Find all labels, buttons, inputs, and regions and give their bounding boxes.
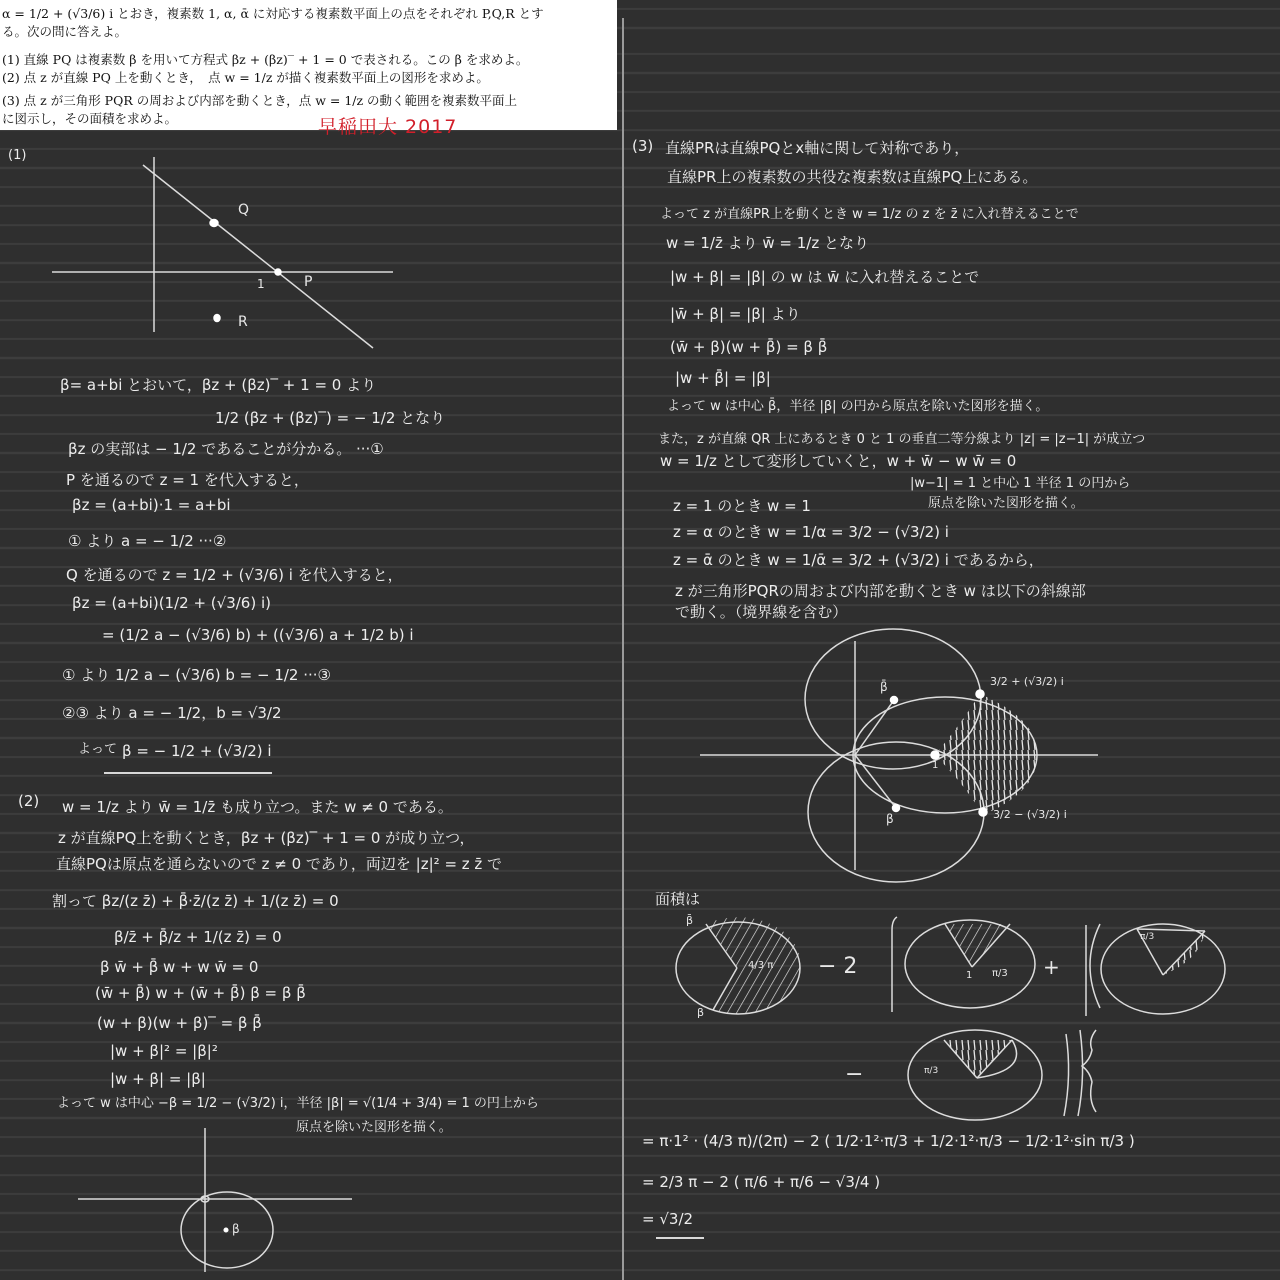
part1-line: βz = (a+bi)·1 = a+bi: [72, 496, 231, 514]
part1-line: Q を通るので z = 1/2 + (√3/6) i を代入すると，: [66, 566, 403, 584]
problem-line: α = 1/2 + (√3/6) i とおき，複素数 1, α, ᾱ に対応する複素数平面上の点をそれぞれ P,Q,R とす: [2, 6, 544, 21]
one-label: 1: [932, 760, 939, 771]
part3-line: 原点を除いた図形を描く。: [928, 496, 1084, 511]
fig2-center-label: 1: [966, 970, 973, 981]
part1-line: よって: [78, 742, 118, 757]
lower-point-label: 3/2 − (√3/2) i: [993, 808, 1067, 821]
part3-line: |w̄ + β| = |β| より: [670, 305, 801, 323]
part2-line: 割って βz/(z z̄) + β̄·z̄/(z z̄) + 1/(z z̄) = 0: [52, 892, 339, 910]
part3-line: |w + β| = |β| の w は w̄ に入れ替えることで: [670, 268, 980, 286]
problem-line: (1) 直線 PQ は複素数 β を用いて方程式 βz + (βz)‾ + 1 = 0 で表される。この β を求めよ。: [2, 52, 529, 67]
part1-line: ① より a = − 1/2 ···②: [68, 532, 227, 550]
plus-sign: +: [1043, 955, 1060, 979]
part3-line: w = 1/z̄ より w̄ = 1/z となり: [666, 234, 869, 252]
fig3-angle-label: π/3: [1140, 932, 1155, 942]
problem-line: る。次の問に答えよ。: [2, 24, 128, 39]
area-calc-line: = π·1² · (4/3 π)/(2π) − 2 ( 1/2·1²·π/3 + 1/2·1²·π/3 − 1/2·1²·sin π/3 ): [642, 1132, 1135, 1150]
part3-line: z = ᾱ のとき w = 1/ᾱ = 3/2 + (√3/2) i であるから，: [673, 551, 1044, 569]
minus-sign: −: [845, 1062, 864, 1087]
beta-bar-label: β̄: [880, 680, 888, 694]
problem-source: 早稲田大 2017: [318, 116, 458, 138]
part3-line: |w + β̄| = |β|: [675, 369, 771, 387]
part3-line: |w−1| = 1 と中心 1 半径 1 の円から: [910, 476, 1131, 491]
part2-line: よって w は中心 −β = 1/2 − (√3/2) i，半径 |β| = √(1/4 + 3/4) = 1 の円上から: [57, 1096, 539, 1111]
part1-line: ① より 1/2 a − (√3/6) b = − 1/2 ···③: [62, 666, 331, 684]
part3-line: 直線PRは直線PQとx軸に関して対称であり，: [665, 139, 970, 157]
area-calc-line: = 2/3 π − 2 ( π/6 + π/6 − √3/4 ): [642, 1173, 881, 1191]
area-heading: 面積は: [655, 890, 701, 908]
part2-line: (w + β)(w + β)‾ = β β̄: [97, 1014, 262, 1032]
part1-line: β= a+bi とおいて，βz + (βz)‾ + 1 = 0 より: [60, 376, 377, 394]
part3-line: で動く。（境界線を含む）: [675, 603, 848, 621]
tick-1-label: 1: [257, 277, 265, 291]
part2-line: 原点を除いた図形を描く。: [296, 1120, 452, 1135]
part2-label: (2): [18, 792, 40, 810]
part3-line: z = 1 のとき w = 1: [673, 497, 811, 515]
beta-center-label: β: [232, 1222, 240, 1236]
part3-line: よって w は中心 β̄，半径 |β| の円から原点を除いた図形を描く。: [667, 399, 1049, 414]
part2-line: w = 1/z より w̄ = 1/z̄ も成り立つ。また w ≠ 0 である。: [62, 798, 453, 816]
part3-line: よって z が直線PR上を動くとき w = 1/z の z を z̄ に入れ替えることで: [660, 207, 1079, 222]
point-q-label: Q: [238, 202, 250, 218]
part2-line: β/z̄ + β̄/z + 1/(z z̄) = 0: [114, 928, 282, 946]
part1-line: βz の実部は − 1/2 であることが分かる。 ···①: [68, 440, 384, 458]
problem-line: に図示し，その面積を求めよ。: [2, 111, 178, 126]
part1-line: βz = (a+bi)(1/2 + (√3/6) i): [72, 594, 271, 612]
part2-line: |w + β|² = |β|²: [110, 1042, 218, 1060]
part3-line: w = 1/z として変形していくと，w + w̄ − w w̄ = 0: [660, 452, 1017, 470]
part1-line: ②③ より a = − 1/2，b = √3/2: [62, 704, 282, 722]
problem-line: (3) 点 z が三角形 PQR の周および内部を動くとき，点 w = 1/z の動く範囲を複素数平面上: [2, 93, 518, 108]
fig1-top-label: β̄: [686, 914, 694, 927]
part1-label: (1): [8, 148, 27, 163]
part2-line: (w̄ + β̄) w + (w̄ + β̄) β = β β̄: [95, 984, 306, 1002]
part1-line: P を通るので z = 1 を代入すると，: [66, 471, 309, 489]
minus-two: − 2: [818, 954, 858, 979]
part2-line: 直線PQは原点を通らないので z ≠ 0 であり，両辺を |z|² = z z̄ で: [56, 855, 503, 873]
area-answer-underline: [656, 1237, 704, 1239]
fig4-angle-label: π/3: [924, 1066, 939, 1076]
problem-line: (2) 点 z が直線 PQ 上を動くとき， 点 w = 1/z が描く複素数平面上の図形を求めよ。: [2, 70, 489, 85]
fig2-angle-label: π/3: [992, 968, 1008, 979]
beta-label: β: [886, 812, 894, 826]
part3-label: (3): [632, 137, 654, 155]
fig1-bottom-label: β: [697, 1006, 705, 1019]
part2-line: |w + β| = |β|: [110, 1070, 206, 1088]
part3-line: z = α のとき w = 1/α = 3/2 − (√3/2) i: [673, 523, 949, 541]
fig1-angle-label: 4/3 π: [748, 960, 774, 971]
part1-answer: β = − 1/2 + (√3/2) i: [122, 742, 272, 760]
part1-line: 1/2 (βz + (βz)‾) = − 1/2 となり: [215, 409, 446, 427]
point-p-label: P: [304, 274, 313, 290]
part3-line: z が三角形PQRの周および内部を動くとき w は以下の斜線部: [675, 582, 1086, 600]
part3-line: 直線PR上の複素数の共役な複素数は直線PQ上にある。: [667, 168, 1038, 186]
part1-line: = (1/2 a − (√3/6) b) + ((√3/6) a + 1/2 b) i: [102, 626, 414, 644]
part2-line: β w̄ + β̄ w + w w̄ = 0: [100, 958, 259, 976]
point-r-label: R: [238, 314, 248, 330]
part2-line: z が直線PQ上を動くとき，βz + (βz)‾ + 1 = 0 が成り立つ，: [58, 829, 475, 847]
area-answer: = √3/2: [642, 1210, 694, 1228]
upper-point-label: 3/2 + (√3/2) i: [990, 675, 1064, 688]
part3-line: また，z が直線 QR 上にあるとき 0 と 1 の垂直二等分線より |z| = |z−1| が成立つ: [658, 432, 1146, 447]
part3-line: (w̄ + β)(w + β̄) = β β̄: [670, 338, 828, 356]
